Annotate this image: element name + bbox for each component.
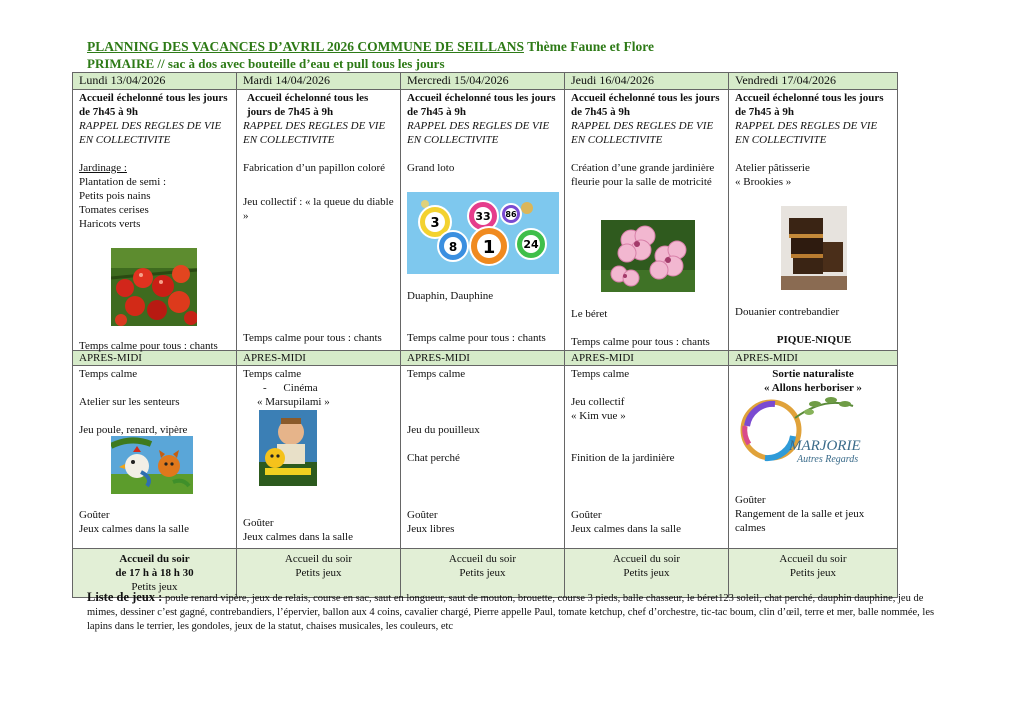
rooster-fox-image [111,436,193,494]
morning-cell-monday [73,90,237,351]
pm-line: Atelier sur les senteurs [79,396,180,408]
day-header-wednesday: Mercredi 15/04/2026 [401,73,565,90]
activity-line: Jeu collectif : « la queue du diable » [243,196,394,222]
activity-line: Haricots verts [79,218,141,230]
activity-line: Atelier pâtisserie [735,162,810,174]
rappel-text: RAPPEL DES REGLES DE VIE EN COLLECTIVITE [79,120,222,146]
day-header-monday: Lundi 13/04/2026 [73,73,237,90]
page-subtitle: PRIMAIRE // sac à dos avec bouteille d’eau et pull tous les jours [87,56,445,71]
loto-ball-label: 3 [430,216,440,231]
title-main: PLANNING DES VACANCES D’AVRIL 2026 COMMUNE DE SEILLANS [87,39,524,54]
soir-line: Accueil du soir [448,553,517,565]
apres-midi-label: APRES-MIDI [237,351,401,366]
day-header-friday: Vendredi 17/04/2026 [729,73,898,90]
afternoon-cell-thursday [565,366,729,549]
pm-end-line: Goûter [571,509,602,521]
loto-ball-label: 1 [482,237,496,258]
temps-calme-text: Temps calme pour tous : chants [243,332,382,344]
activity-line: Duaphin, Dauphine [407,290,494,302]
pm-end-line: Rangement de la salle et jeux calmes [735,508,865,534]
apres-midi-label: APRES-MIDI [729,351,898,366]
day-header-thursday: Jeudi 16/04/2026 [565,73,729,90]
temps-calme-text: Temps calme pour tous : chants [79,340,218,352]
pm-end-line: Goûter [735,494,766,506]
games-list-label: Liste de jeux : [87,590,163,604]
loto-ball-label: 86 [505,210,517,219]
afternoon-cell-tuesday [237,366,401,549]
morning-cell-wednesday [401,90,565,351]
accueil-text: Accueil échelonné tous les jours de 7h45 à 9h [571,92,720,118]
logo-subtext: Autres Regards [797,454,859,465]
morning-cell-thursday [565,90,729,351]
pm-end-line: Jeux calmes dans la salle [571,523,681,535]
loto-ball-label: 24 [523,238,539,251]
loto-balls-image [407,192,559,274]
morning-cell-tuesday [237,90,401,351]
rappel-text: RAPPEL DES REGLES DE VIE EN COLLECTIVITE [735,120,878,146]
activity-line: Fabrication d’un papillon coloré [243,162,386,174]
soir-line: Petits jeux [459,567,506,579]
pm-line: Temps calme [243,368,302,380]
pm-line: Temps calme [571,368,630,380]
afternoon-cell-friday [729,366,898,549]
accueil-text: Accueil échelonné tous les jours de 7h45 à 9h [407,92,556,118]
afternoon-cell-wednesday [401,366,565,549]
marjorie-logo [735,396,891,472]
pm-subtitle: « Allons herboriser » [764,382,862,394]
marsupilami-poster-image [259,410,317,486]
soir-line: Petits jeux [131,581,178,593]
brownies-image [781,206,847,290]
morning-row [73,90,898,351]
accueil-text: Accueil échelonné tous les jours de 7h45 à 9h [735,92,884,118]
soir-line: Petits jeux [789,567,837,579]
pm-line: Jeu du pouilleux [407,424,480,436]
apres-midi-label: APRES-MIDI [565,351,729,366]
pm-end-line: Jeux libres [407,523,455,535]
pm-line: Jeu poule, renard, vipère [79,424,188,436]
rappel-text: RAPPEL DES REGLES DE VIE EN COLLECTIVITE [571,120,714,146]
title-theme: Thème Faune et Flore [527,39,654,54]
pm-line: Finition de la jardinière [571,452,675,464]
rappel-text: RAPPEL DES REGLES DE VIE EN COLLECTIVITE [407,120,550,146]
planning-table [72,72,898,598]
pm-end-line: Jeux calmes dans la salle [243,531,353,543]
soir-line: Petits jeux [295,567,342,579]
activity-line: Création d’une grande jardinière fleurie pour la salle de motricité [571,162,715,188]
activity-line: Grand loto [407,162,455,174]
morning-cell-friday [729,90,898,351]
accueil-text: Accueil échelonné tous les jours de 7h45 à 9h [79,92,228,118]
activity-line: « Brookies » [735,176,792,188]
pm-end-line: Goûter [243,517,274,529]
days-header-row [73,73,898,90]
soir-line: Accueil du soir [612,553,681,565]
pm-line: Chat perché [407,452,460,464]
logo-text: MARJORIE [789,438,861,454]
pm-dash: - [263,382,267,394]
pm-end-line: Goûter [79,509,110,521]
activity-line: Le béret [571,308,608,320]
pm-film: « Marsupilami » [257,396,330,408]
loto-ball-label: 8 [448,240,458,254]
tomatoes-image [111,248,197,326]
loto-ball-label: 33 [475,210,491,223]
pm-end-line: Goûter [407,509,438,521]
pm-line: « Kim vue » [571,410,626,422]
picnic-text: PIQUE-NIQUE [776,334,852,346]
apres-midi-label: APRES-MIDI [73,351,237,366]
pm-end-line: Jeux calmes dans la salle [79,523,189,535]
page-title [87,39,654,55]
activity-line: Tomates cerises [79,204,149,216]
activity-line: Douanier contrebandier [735,306,840,318]
apres-midi-label: APRES-MIDI [401,351,565,366]
pm-line: Temps calme [407,368,466,380]
pm-title: Sortie naturaliste [772,368,854,380]
activity-line: Plantation de semi : [79,176,167,188]
pm-line: Jeu collectif [571,396,625,408]
pm-cinema: Cinéma [283,382,318,394]
soir-line: Accueil du soir [119,553,190,565]
soir-line: Accueil du soir [284,553,353,565]
day-header-tuesday: Mardi 14/04/2026 [237,73,401,90]
soir-line: Petits jeux [623,567,670,579]
rappel-text: RAPPEL DES REGLES DE VIE EN COLLECTIVITE [243,120,386,146]
temps-calme-text: Temps calme pour tous : chants [571,336,710,348]
games-list [87,590,947,634]
pm-line: Temps calme [79,368,138,380]
accueil-text: Accueil échelonné tous les jours de 7h45 à 9h [247,92,369,118]
soir-line: Accueil du soir [779,553,847,565]
activity-line: Petits pois nains [79,190,151,202]
temps-calme-text: Temps calme pour tous : chants [407,332,546,344]
games-list-text: poule renard vipère, jeux de relais, course en sac, saut en longueur, saut de mouton, brouette, course 3 pieds, balle chasseur, le béret123 soleil, chat perché, dauphin dauphine, jeu de mimes, dessiner c’est gagné, contrebandiers, l’épervier, ballon aux 4 coins, cavalier chargé, Pierre appelle Paul, tomate ketchup, chef d’orchestre, tic-tac boum, clin d’œil, terre et mer, balle nommée, les lapins dans le terrier, les gondoles, jeux de la statut, chaises musicales, les couleurs, etc [87,593,935,632]
afternoon-row [73,366,898,549]
afternoon-cell-monday [73,366,237,549]
soir-line: de 17 h à 18 h 30 [115,567,194,579]
activity-title: Jardinage : [79,162,127,174]
flowers-image [601,220,695,292]
